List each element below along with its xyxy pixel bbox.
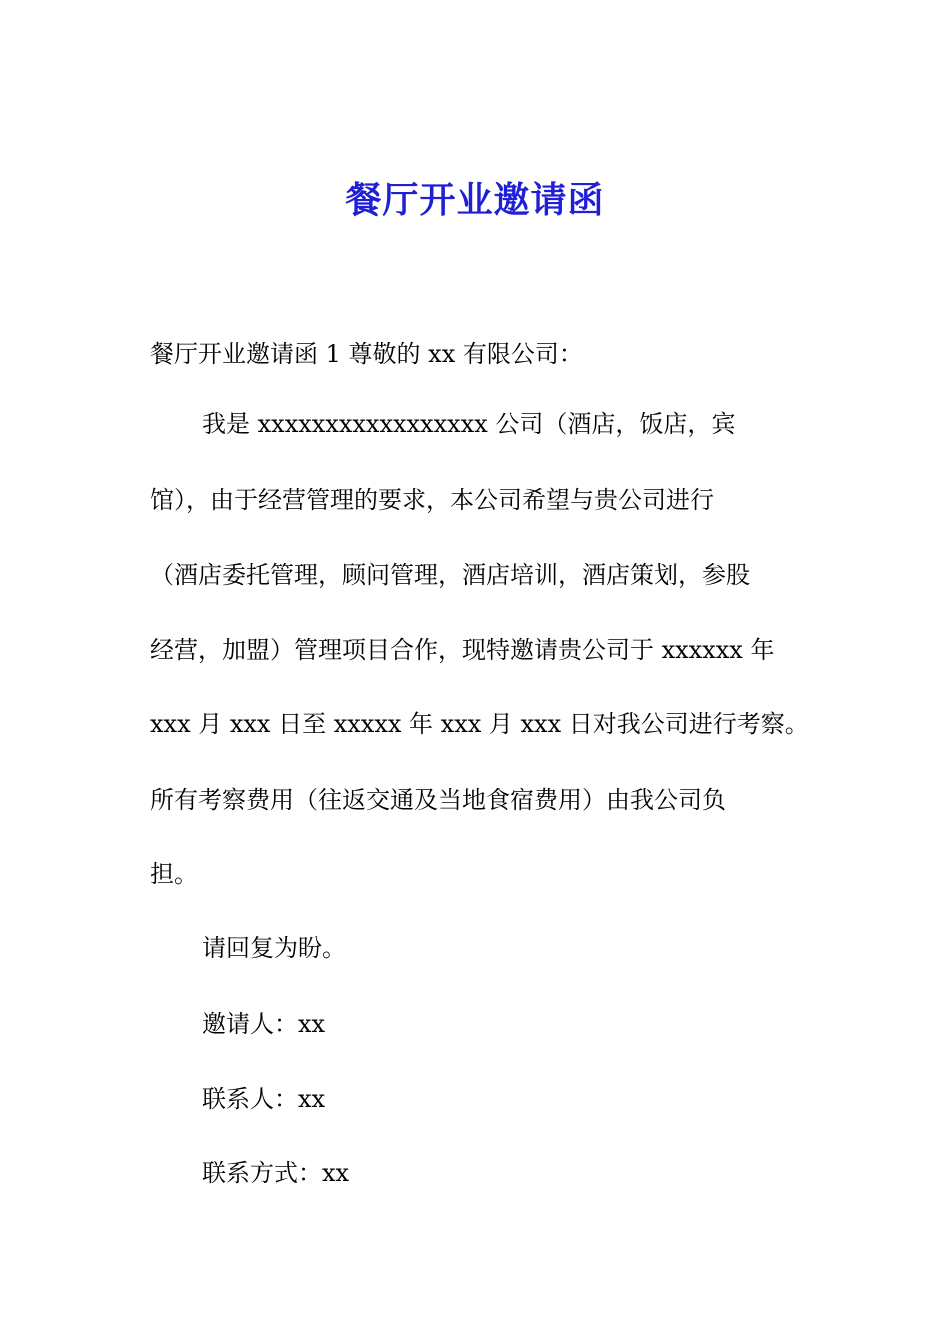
page-title: 餐厅开业邀请函 [345,180,605,221]
inviter-line: 邀请人：xx [202,1010,326,1038]
body-line-1: 我是 xxxxxxxxxxxxxxxxx 公司（酒店，饭店，宾 [202,410,736,438]
body-line-2: 馆），由于经营管理的要求，本公司希望与贵公司进行 [150,486,714,514]
body-line-4: 经营，加盟）管理项目合作，现特邀请贵公司于 xxxxxx 年 [150,636,775,664]
body-line-3: （酒店委托管理，顾问管理，酒店培训，酒店策划，参股 [150,561,750,589]
contact-info-line: 联系方式：xx [202,1159,350,1187]
body-line-7: 担。 [150,860,198,888]
closing-line: 请回复为盼。 [202,934,346,962]
body-line-5: xxx 月 xxx 日至 xxxxx 年 xxx 月 xxx 日对我公司进行考察。 [150,710,809,738]
salutation-line: 餐厅开业邀请函 1 尊敬的 xx 有限公司： [150,340,583,368]
body-line-6: 所有考察费用（往返交通及当地食宿费用）由我公司负 [150,786,726,814]
contact-person-line: 联系人：xx [202,1085,326,1113]
